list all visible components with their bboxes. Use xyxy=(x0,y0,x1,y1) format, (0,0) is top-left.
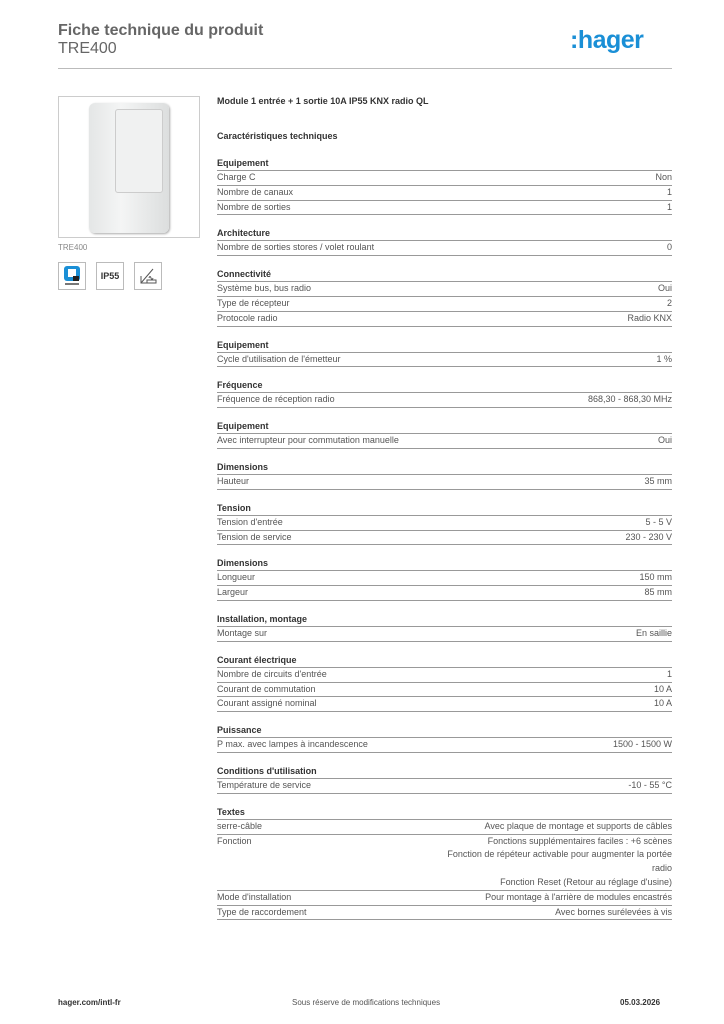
spec-label: Nombre de circuits d'entrée xyxy=(217,668,327,679)
spec-row xyxy=(217,516,672,531)
spec-label: Fonction xyxy=(217,835,252,846)
spec-value: En saillie xyxy=(635,627,672,638)
section-heading: Tension xyxy=(217,502,672,516)
spec-label: Hauteur xyxy=(217,475,250,486)
spec-section xyxy=(217,806,672,921)
spec-row xyxy=(217,627,672,642)
spec-value: 1 % xyxy=(656,353,672,364)
spec-section xyxy=(217,379,672,408)
specifications xyxy=(217,96,672,920)
section-heading: Equipement xyxy=(217,339,672,353)
spec-section xyxy=(217,157,672,215)
spec-section xyxy=(217,557,672,601)
section-heading: Architecture xyxy=(217,227,672,241)
spec-label: Type de récepteur xyxy=(217,297,290,308)
header-divider xyxy=(58,68,672,69)
spec-label: Charge C xyxy=(217,172,256,182)
hager-logo: :hager xyxy=(570,26,644,54)
section-heading: Courant électrique xyxy=(217,654,672,668)
section-heading: Equipement xyxy=(217,157,672,171)
product-image-caption: TRE400 xyxy=(58,243,88,252)
spec-value: 0 xyxy=(666,242,672,253)
spec-label: Courant assigné nominal xyxy=(217,698,317,709)
section-heading: Fréquence xyxy=(217,379,672,393)
spec-value: Pour montage à l'arrière de modules encastrés xyxy=(485,891,672,902)
spec-row xyxy=(217,668,672,683)
section-heading: Connectivité xyxy=(217,268,672,282)
section-heading: Textes xyxy=(217,806,672,820)
footer-disclaimer: Sous réserve de modifications techniques xyxy=(292,998,441,1007)
spec-label: Tension d'entrée xyxy=(217,516,283,527)
spec-row xyxy=(217,171,672,186)
spec-value: 868,30 - 868,30 MHz xyxy=(587,394,672,405)
spec-value: 85 mm xyxy=(644,587,672,598)
installation-icon xyxy=(134,262,162,290)
spec-label: Nombre de canaux xyxy=(217,186,294,197)
spec-row xyxy=(217,586,672,601)
spec-label: Nombre de sorties stores / volet roulant xyxy=(217,242,375,253)
spec-label: Fréquence de réception radio xyxy=(217,394,335,405)
section-heading: Puissance xyxy=(217,724,672,738)
spec-section xyxy=(217,654,672,712)
spec-row xyxy=(217,683,672,698)
quicklink-icon xyxy=(58,262,86,290)
spec-value: 230 - 230 V xyxy=(625,531,672,542)
spec-section xyxy=(217,502,672,546)
spec-value: 1 xyxy=(666,668,672,679)
spec-row xyxy=(217,571,672,586)
spec-label: P max. avec lampes à incandescence xyxy=(217,739,368,750)
spec-value xyxy=(427,835,672,890)
spec-value: Oui xyxy=(657,435,672,446)
spec-section xyxy=(217,724,672,753)
spec-row xyxy=(217,201,672,216)
spec-value: 10 A xyxy=(653,698,672,709)
section-heading: Equipement xyxy=(217,420,672,434)
spec-value: 35 mm xyxy=(644,475,672,486)
spec-value: Non xyxy=(655,172,672,182)
spec-row xyxy=(217,353,672,368)
spec-section xyxy=(217,339,672,368)
spec-value: Avec bornes surélevées à vis xyxy=(555,906,672,917)
characteristics-heading: Caractéristiques techniques xyxy=(217,131,338,141)
spec-label: Longueur xyxy=(217,572,256,583)
spec-section xyxy=(217,461,672,490)
spec-row xyxy=(217,835,672,891)
spec-row xyxy=(217,697,672,712)
spec-row xyxy=(217,282,672,297)
spec-value: Avec plaque de montage et supports de câbles xyxy=(484,820,672,831)
section-heading: Conditions d'utilisation xyxy=(217,765,672,779)
spec-row xyxy=(217,475,672,490)
spec-row xyxy=(217,297,672,312)
spec-section xyxy=(217,765,672,794)
spec-value: 1500 - 1500 W xyxy=(612,739,672,750)
spec-label: Montage sur xyxy=(217,627,268,638)
spec-label: Avec interrupteur pour commutation manuelle xyxy=(217,435,399,446)
product-reference: TRE400 xyxy=(58,40,117,57)
spec-value: Radio KNX xyxy=(627,312,672,323)
page-title: Fiche technique du produit xyxy=(58,22,264,39)
spec-label: Courant de commutation xyxy=(217,683,316,694)
spec-label: Tension de service xyxy=(217,531,292,542)
spec-label: Nombre de sorties xyxy=(217,201,291,212)
product-image xyxy=(58,96,200,238)
spec-row xyxy=(217,738,672,753)
footer-website[interactable]: hager.com/intl-fr xyxy=(58,998,121,1007)
spec-section xyxy=(217,227,672,256)
spec-value-line: Fonction de répéteur activable pour augmenter la portée radio xyxy=(447,849,672,874)
spec-row xyxy=(217,312,672,327)
spec-row xyxy=(217,241,672,256)
spec-label: Protocole radio xyxy=(217,312,278,323)
section-heading: Installation, montage xyxy=(217,613,672,627)
spec-section xyxy=(217,613,672,642)
certification-badges xyxy=(58,262,162,290)
spec-label: Système bus, bus radio xyxy=(217,283,312,294)
ip55-badge: IP55 xyxy=(96,262,124,290)
spec-value: 5 - 5 V xyxy=(645,516,672,527)
spec-section xyxy=(217,420,672,449)
spec-row xyxy=(217,891,672,906)
spec-label: Cycle d'utilisation de l'émetteur xyxy=(217,353,341,364)
spec-row xyxy=(217,186,672,201)
spec-row xyxy=(217,393,672,408)
section-heading: Dimensions xyxy=(217,461,672,475)
spec-label: serre-câble xyxy=(217,820,263,831)
spec-value: 150 mm xyxy=(639,572,672,583)
spec-row xyxy=(217,779,672,794)
spec-value: Oui xyxy=(657,283,672,294)
spec-value-line: Fonction Reset (Retour au réglage d'usine) xyxy=(500,876,672,887)
spec-value: -10 - 55 °C xyxy=(628,779,672,790)
spec-row xyxy=(217,906,672,921)
spec-row xyxy=(217,434,672,449)
spec-row xyxy=(217,531,672,546)
spec-label: Type de raccordement xyxy=(217,906,307,917)
spec-section xyxy=(217,268,672,326)
spec-value-line: Fonctions supplémentaires faciles : +6 scènes xyxy=(487,835,672,846)
spec-row xyxy=(217,820,672,835)
device-illustration xyxy=(89,103,169,233)
spec-label: Mode d'installation xyxy=(217,891,292,902)
section-heading: Dimensions xyxy=(217,557,672,571)
spec-value: 2 xyxy=(666,297,672,308)
spec-value: 1 xyxy=(666,186,672,197)
spec-label: Largeur xyxy=(217,587,249,598)
product-name: Module 1 entrée + 1 sortie 10A IP55 KNX radio QL xyxy=(217,96,429,106)
footer-date: 05.03.2026 xyxy=(620,998,661,1007)
spec-label: Température de service xyxy=(217,779,312,790)
spec-value: 1 xyxy=(666,201,672,212)
spec-value: 10 A xyxy=(653,683,672,694)
